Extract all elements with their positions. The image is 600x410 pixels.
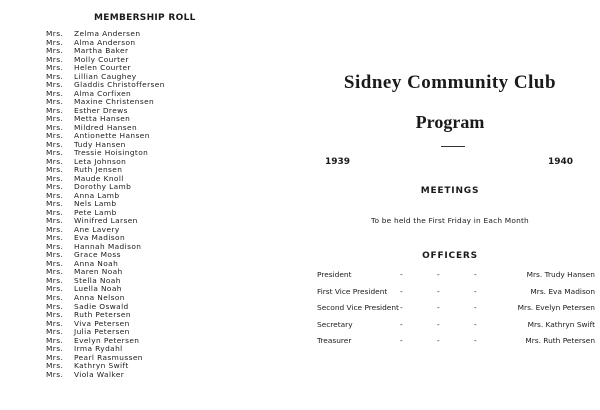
- member-name: Dorothy Lamb: [74, 182, 132, 192]
- member-name: Esther Drews: [74, 105, 128, 115]
- member-name: Lillian Caughey: [74, 71, 137, 81]
- officer-row: [317, 287, 595, 304]
- officer-leader-dashes: - - -: [400, 286, 493, 296]
- member-title: Mrs.: [46, 327, 64, 337]
- officer-leader-dashes: - - -: [400, 270, 493, 279]
- member-name: Alma Anderson: [74, 37, 136, 47]
- meetings-heading: MEETINGS: [420, 186, 480, 196]
- member-name: Viola Walker: [74, 369, 125, 379]
- member-name: Tudy Hansen: [74, 139, 126, 149]
- member-title: Mrs.: [46, 148, 64, 158]
- member-name: Eva Madison: [74, 233, 126, 243]
- member-title: Mrs.: [46, 114, 64, 124]
- member-title: Mrs.: [46, 335, 64, 345]
- officer-row: [317, 320, 595, 337]
- member-name: Maude Knoll: [74, 173, 124, 183]
- member-title: Mrs.: [46, 241, 64, 251]
- officer-name: Mrs. Eva Madison: [530, 286, 595, 296]
- member-name: Pete Lamb: [74, 207, 117, 217]
- officer-role: Second Vice President: [317, 303, 399, 312]
- member-name: Maren Noah: [74, 267, 123, 277]
- member-title: Mrs.: [46, 122, 64, 132]
- member-name: Hannah Madison: [74, 241, 142, 251]
- program-title: Program: [415, 112, 485, 132]
- member-name: Ruth Petersen: [74, 310, 131, 320]
- member-name: Grace Moss: [74, 250, 121, 260]
- member-entry: [46, 371, 165, 380]
- officers-list: [317, 270, 595, 353]
- member-name: Maxine Christensen: [74, 97, 155, 107]
- member-title: Mrs.: [46, 250, 64, 260]
- member-title: Mrs.: [46, 88, 64, 98]
- member-title: Mrs.: [46, 54, 64, 64]
- member-list: [46, 30, 165, 379]
- member-name: Luella Noah: [74, 284, 122, 294]
- member-title: Mrs.: [46, 216, 64, 226]
- member-name: Leta Johnson: [74, 156, 127, 166]
- member-name: Pearl Rasmussen: [74, 352, 143, 362]
- member-name: Ane Lavery: [74, 224, 120, 234]
- member-name: Anna Lamb: [74, 190, 120, 200]
- member-title: Mrs.: [46, 131, 64, 141]
- member-name: Anna Nelson: [74, 292, 125, 302]
- officer-name: Mrs. Ruth Petersen: [525, 336, 595, 345]
- officers-heading: OFFICERS: [422, 251, 478, 261]
- member-title: Mrs.: [46, 29, 64, 38]
- member-title: Mrs.: [46, 361, 64, 371]
- member-title: Mrs.: [46, 80, 64, 90]
- member-title: Mrs.: [46, 275, 64, 285]
- club-name: Sidney Community Club: [343, 72, 557, 93]
- member-title: Mrs.: [46, 139, 64, 149]
- member-title: Mrs.: [46, 292, 64, 302]
- member-title: Mrs.: [46, 105, 64, 115]
- member-title: Mrs.: [46, 344, 64, 354]
- member-title: Mrs.: [46, 165, 64, 175]
- member-name: Ruth Jensen: [74, 165, 123, 175]
- member-name: Martha Baker: [74, 46, 129, 56]
- officer-leader-dashes: - - -: [400, 336, 493, 345]
- member-title: Mrs.: [46, 46, 64, 56]
- officer-role: First Vice President: [317, 286, 388, 296]
- year-end: 1940: [548, 157, 574, 167]
- officer-row: [317, 336, 595, 353]
- member-title: Mrs.: [46, 318, 64, 328]
- officer-leader-dashes: - - -: [400, 303, 493, 312]
- member-title: Mrs.: [46, 258, 64, 268]
- member-title: Mrs.: [46, 182, 64, 192]
- member-title: Mrs.: [46, 267, 64, 277]
- officer-name: Mrs. Kathryn Swift: [527, 319, 595, 329]
- program-cover-page: [300, 0, 600, 410]
- member-name: Anna Noah: [74, 258, 119, 268]
- member-title: Mrs.: [46, 37, 64, 47]
- member-name: Tressie Hoisington: [74, 148, 149, 158]
- member-title: Mrs.: [46, 156, 64, 166]
- title-divider: [441, 146, 465, 147]
- member-name: Antionette Hansen: [74, 131, 150, 141]
- member-name: Zelma Andersen: [74, 29, 141, 38]
- meetings-schedule: To be held the First Friday in Each Month: [371, 216, 529, 225]
- officer-role: Treasurer: [317, 336, 352, 345]
- member-title: Mrs.: [46, 71, 64, 81]
- member-name: Evelyn Petersen: [74, 335, 140, 345]
- member-name: Sadie Oswald: [74, 301, 129, 311]
- member-name: Kathryn Swift: [74, 361, 129, 371]
- membership-roll-heading: MEMBERSHIP ROLL: [94, 13, 196, 23]
- officer-role: Secretary: [317, 319, 353, 329]
- member-name: Winifred Larsen: [74, 216, 138, 226]
- member-title: Mrs.: [46, 352, 64, 362]
- member-name: Alma Corfixen: [74, 88, 132, 98]
- member-title: Mrs.: [46, 233, 64, 243]
- member-name: Helen Courter: [74, 63, 131, 73]
- officer-name: Mrs. Trudy Hansen: [526, 270, 595, 279]
- member-name: Gladdis Christoffersen: [74, 80, 165, 90]
- member-name: Julia Petersen: [74, 327, 130, 337]
- member-name: Viva Petersen: [74, 318, 130, 328]
- officer-row: [317, 270, 595, 287]
- member-title: Mrs.: [46, 97, 64, 107]
- officer-role: President: [317, 270, 352, 279]
- member-title: Mrs.: [46, 173, 64, 183]
- member-title: Mrs.: [46, 190, 64, 200]
- member-name: Irma Rydahl: [74, 344, 123, 354]
- officer-leader-dashes: - - -: [400, 319, 493, 329]
- member-name: Metta Hansen: [74, 114, 131, 124]
- year-start: 1939: [325, 157, 351, 167]
- member-title: Mrs.: [46, 284, 64, 294]
- officer-row: [317, 303, 595, 320]
- member-title: Mrs.: [46, 63, 64, 73]
- member-name: Nels Lamb: [74, 199, 117, 209]
- member-title: Mrs.: [46, 369, 64, 379]
- member-title: Mrs.: [46, 207, 64, 217]
- member-name: Mildred Hansen: [74, 122, 138, 132]
- member-title: Mrs.: [46, 301, 64, 311]
- member-title: Mrs.: [46, 199, 64, 209]
- member-name: Molly Courter: [74, 54, 129, 64]
- member-title: Mrs.: [46, 310, 64, 320]
- member-title: Mrs.: [46, 224, 64, 234]
- member-name: Stella Noah: [74, 275, 121, 285]
- officer-name: Mrs. Evelyn Petersen: [517, 303, 595, 312]
